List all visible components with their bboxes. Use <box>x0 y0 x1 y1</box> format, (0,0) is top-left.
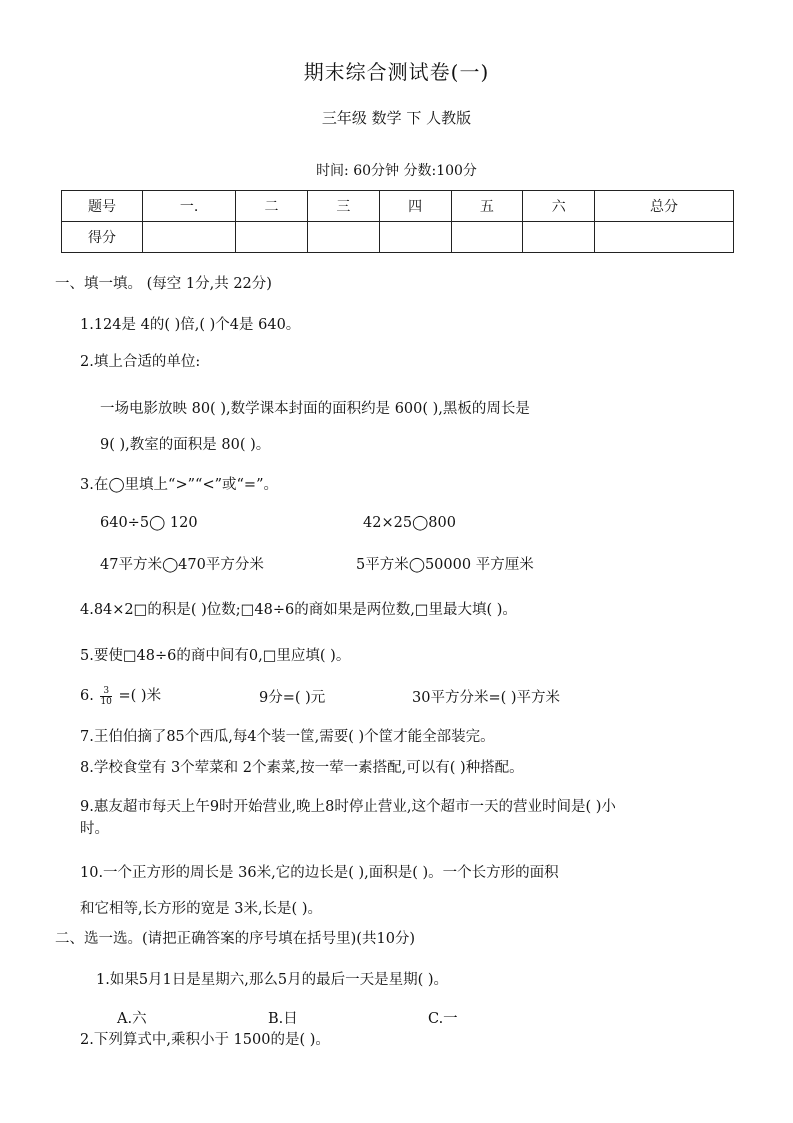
score-cell[interactable] <box>523 222 595 253</box>
question-1-7: 7.王伯伯摘了85个西瓜,每4个装一筐,需要( )个筐才能全部装完。 <box>80 729 495 745</box>
score-cell[interactable] <box>451 222 523 253</box>
score-cell[interactable] <box>379 222 451 253</box>
question-1-3-b: 42×25◯800 <box>363 515 456 531</box>
question-1-10-line2: 和它相等,长方形的宽是 3米,长是( )。 <box>80 901 322 917</box>
score-table-header-row <box>62 191 734 222</box>
score-table-header-cell: 四 <box>379 191 451 222</box>
question-1-6 <box>80 684 161 707</box>
question-1-3-d: 5平方米◯50000 平方厘米 <box>356 557 534 573</box>
question-1-8: 8.学校食堂有 3个荤菜和 2个素菜,按一荤一素搭配,可以有( )种搭配。 <box>80 760 524 776</box>
question-1-4: 4.84×2□的积是( )位数;□48÷6的商如果是两位数,□里最大填( )。 <box>80 602 517 618</box>
question-1-3-a: 640÷5◯ 120 <box>100 515 198 531</box>
score-row-label: 得分 <box>62 222 143 253</box>
score-table-header-cell: 一. <box>143 191 236 222</box>
question-1-6-b: 9分=( )元 <box>259 690 326 706</box>
fraction-numerator: 3 <box>100 686 111 697</box>
score-cell[interactable] <box>236 222 308 253</box>
fraction <box>100 686 111 707</box>
question-1-2-line2: 9( ),教室的面积是 80( )。 <box>100 437 271 453</box>
score-table-header-cell: 六 <box>523 191 595 222</box>
section1-heading: 一、填一填。 (每空 1分,共 22分) <box>55 276 272 292</box>
question-1-9-line1: 9.惠友超市每天上午9时开始营业,晚上8时停止营业,这个超市一天的营业时间是( )小 <box>80 799 616 815</box>
question-2-1: 1.如果5月1日是星期六,那么5月的最后一天是星期( )。 <box>96 972 449 988</box>
page-title: 期末综合测试卷(一) <box>303 60 490 84</box>
score-table-header-cell: 总分 <box>595 191 734 222</box>
score-table-header-cell: 题号 <box>62 191 143 222</box>
question-1-5: 5.要使□48÷6的商中间有0,□里应填( )。 <box>80 648 351 664</box>
score-cell[interactable] <box>595 222 734 253</box>
question-1-6-c: 30平方分米=( )平方米 <box>412 690 561 706</box>
question-1-6-a: =( )米 <box>118 688 162 704</box>
question-1-2-title: 2.填上合适的单位: <box>80 354 201 370</box>
section2-heading: 二、选一选。(请把正确答案的序号填在括号里)(共10分) <box>55 931 416 947</box>
question-1-2-line1: 一场电影放映 80( ),数学课本封面的面积约是 600( ),黑板的周长是 <box>100 401 530 417</box>
score-table <box>61 190 734 253</box>
question-1-6-prefix: 6. <box>80 688 94 704</box>
question-1-3-title: 3.在◯里填上“>”“<”或“=”。 <box>80 477 278 493</box>
page-subtitle: 三年级 数学 下 人教版 <box>321 109 472 127</box>
question-2-1-option-b: B.日 <box>268 1011 298 1027</box>
score-table-score-row <box>62 222 734 253</box>
score-table-header-cell: 三 <box>307 191 379 222</box>
question-2-2: 2.下列算式中,乘积小于 1500的是( )。 <box>80 1032 330 1048</box>
question-2-1-option-a: A.六 <box>117 1011 147 1027</box>
score-table-header-cell: 二 <box>236 191 308 222</box>
question-1-10-line1: 10.一个正方形的周长是 36米,它的边长是( ),面积是( )。一个长方形的面积 <box>80 865 559 881</box>
score-cell[interactable] <box>143 222 236 253</box>
question-1-3-c: 47平方米◯470平方分米 <box>100 557 264 573</box>
score-cell[interactable] <box>307 222 379 253</box>
question-1-9-line2: 时。 <box>80 821 109 837</box>
question-2-1-option-c: C.一 <box>428 1011 458 1027</box>
question-1-1: 1.124是 4的( )倍,( )个4是 640。 <box>80 317 301 333</box>
score-table-header-cell: 五 <box>451 191 523 222</box>
fraction-denominator: 10 <box>100 696 112 707</box>
time-score-info: 时间: 60分钟 分数:100分 <box>316 163 477 179</box>
